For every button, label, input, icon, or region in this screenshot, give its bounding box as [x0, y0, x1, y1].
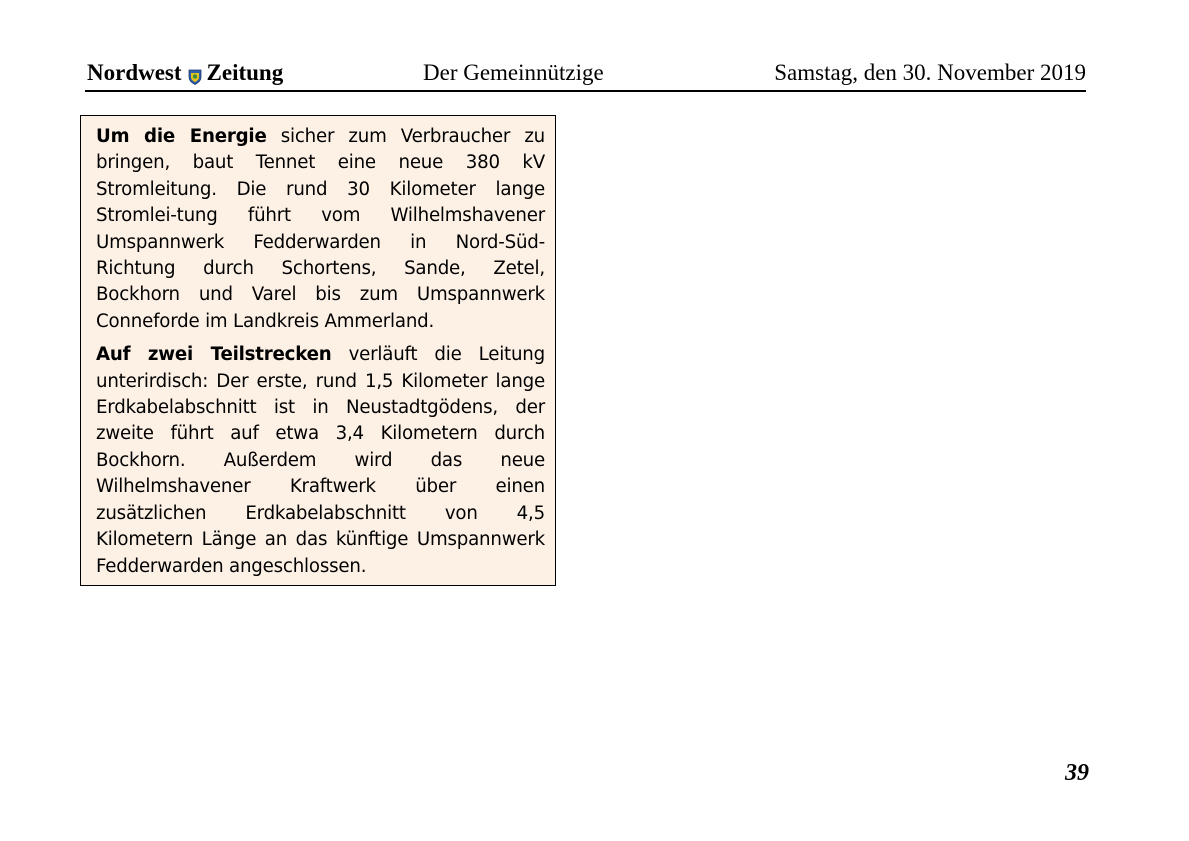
article-info-box	[80, 115, 556, 586]
brand-name-part2: Zeitung	[206, 60, 284, 85]
paragraph-1-lead: Um die Energie	[96, 126, 267, 147]
newspaper-brand	[87, 60, 283, 86]
paragraph-1-text: sicher zum Verbraucher zu bringen, baut Tennet eine neue 380 kV Stromleitung. Die rund 30 Kilometer lange Stromlei-tung führt vom Wilhelmshavener Umspannwerk Fedderwarden in Nord-Süd-Richtung durch Schortens, Sande, Zetel, Bockhorn und Varel bis zum Umspannwerk Conneforde im Landkreis Ammerland.	[96, 126, 545, 332]
brand-name-part1: Nordwest	[87, 60, 182, 85]
paragraph-2-text: verläuft die Leitung unterirdisch: Der erste, rund 1,5 Kilometer lange Erdkabelabschnitt ist in Neustadtgödens, der zweite führt auf etwa 3,4 Kilometern durch Bockhorn. Außerdem wird das neue Wilhelmshavener Kraftwerk über einen zusätzlichen Erdkabelabschnitt von 4,5 Kilometern Länge an das künftige Umspannwerk Fedderwarden angeschlossen.	[96, 344, 545, 577]
page-number: 39	[1065, 760, 1089, 786]
paragraph-1	[96, 124, 545, 335]
paragraph-2-lead: Auf zwei Teilstrecken	[96, 344, 332, 366]
issue-date: Samstag, den 30. November 2019	[774, 60, 1086, 85]
coat-of-arms-icon	[188, 65, 202, 81]
paragraph-2	[96, 342, 545, 580]
publication-name: Der Gemeinnützige	[423, 60, 604, 85]
page-header	[85, 58, 1086, 92]
